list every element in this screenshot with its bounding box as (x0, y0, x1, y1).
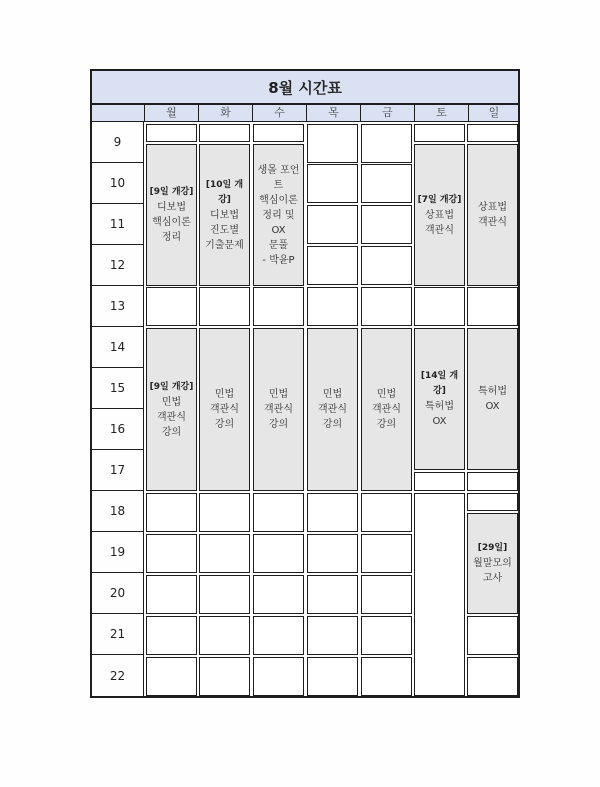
empty-cell (307, 287, 358, 326)
hour-label: 15 (92, 368, 144, 409)
hour-label: 22 (92, 655, 144, 696)
hour-label: 13 (92, 286, 144, 327)
day-fri: 금 (382, 106, 393, 119)
day-thu: 목 (328, 106, 339, 119)
hour-label: 19 (92, 532, 144, 573)
empty-cell (199, 124, 250, 142)
class-block-sat-morning: [7일 개강] 상표법 객관식 (414, 144, 465, 286)
empty-cell (361, 575, 412, 614)
day-header-row (90, 105, 520, 122)
hour-label: 11 (92, 204, 144, 245)
empty-cell (307, 657, 358, 696)
empty-cell (467, 472, 518, 491)
empty-cell (146, 493, 197, 532)
timetable-title: 8월 시간표 (90, 69, 520, 105)
class-block-mon-morning: [9일 개강] 디보법 핵심이론 정리 (146, 144, 197, 286)
day-tue: 화 (220, 106, 231, 119)
class-block-sun-evening: [29일] 월말모의 고사 (467, 513, 518, 614)
empty-cell (361, 534, 412, 573)
empty-cell (307, 205, 358, 244)
empty-cell (307, 246, 358, 285)
empty-cell (307, 493, 358, 532)
empty-cell (199, 287, 250, 326)
empty-cell (253, 616, 304, 655)
empty-cell (307, 124, 358, 163)
day-mon: 월 (166, 106, 177, 119)
day-sun: 일 (488, 106, 500, 119)
class-block-wed-morning: 생몰 포언트 핵심이론 정리 및 OX 문풀 - 박윤P (253, 144, 304, 286)
class-block-tue-afternoon: 민법 객관식 강의 (199, 328, 250, 491)
hour-label: 16 (92, 409, 144, 450)
empty-cell (146, 287, 197, 326)
hour-label: 12 (92, 245, 144, 286)
empty-cell (361, 657, 412, 696)
empty-cell (253, 287, 304, 326)
class-block-thu-afternoon: 민법 객관식 강의 (307, 328, 358, 491)
class-block-tue-morning: [10일 개강] 디보법 진도별 기출문제 (199, 144, 250, 286)
empty-cell (199, 493, 250, 532)
class-block-mon-afternoon: [9일 개강] 민법 객관식 강의 (146, 328, 197, 491)
empty-cell (146, 575, 197, 614)
class-block-fri-afternoon: 민법 객관식 강의 (361, 328, 412, 491)
empty-cell (361, 616, 412, 655)
empty-cell (467, 287, 518, 326)
empty-cell (307, 616, 358, 655)
empty-cell (361, 287, 412, 326)
empty-cell (253, 575, 304, 614)
empty-cell (307, 534, 358, 573)
empty-cell (467, 493, 518, 511)
class-block-sun-morning: 상표법 객관식 (467, 144, 518, 286)
empty-cell (146, 124, 197, 142)
hour-label: 14 (92, 327, 144, 368)
empty-cell (253, 534, 304, 573)
empty-cell (199, 657, 250, 696)
empty-cell (146, 616, 197, 655)
class-block-sat-afternoon: [14일 개강] 특허법 OX (414, 328, 465, 470)
empty-cell (414, 493, 465, 696)
day-wed: 수 (274, 106, 285, 119)
class-block-sun-afternoon: 특허법 OX (467, 328, 518, 470)
empty-cell (199, 616, 250, 655)
empty-cell (253, 124, 304, 142)
empty-cell (307, 575, 358, 614)
hour-label: 10 (92, 163, 144, 204)
empty-cell (361, 493, 412, 532)
empty-cell (307, 164, 358, 203)
empty-cell (146, 534, 197, 573)
hour-label: 20 (92, 573, 144, 614)
empty-cell (467, 124, 518, 142)
day-sat: 토 (436, 106, 447, 119)
empty-cell (253, 493, 304, 532)
empty-cell (361, 164, 412, 203)
empty-cell (414, 124, 465, 142)
hour-label: 17 (92, 450, 144, 491)
empty-cell (414, 472, 465, 491)
class-block-wed-afternoon: 민법 객관식 강의 (253, 328, 304, 491)
empty-cell (253, 657, 304, 696)
empty-cell (199, 534, 250, 573)
empty-cell (146, 657, 197, 696)
hour-label: 18 (92, 491, 144, 532)
hour-label: 9 (92, 122, 144, 163)
empty-cell (467, 616, 518, 655)
empty-cell (467, 657, 518, 696)
empty-cell (361, 205, 412, 244)
hour-label: 21 (92, 614, 144, 655)
empty-cell (414, 287, 465, 326)
empty-cell (361, 246, 412, 285)
empty-cell (361, 124, 412, 163)
empty-cell (199, 575, 250, 614)
